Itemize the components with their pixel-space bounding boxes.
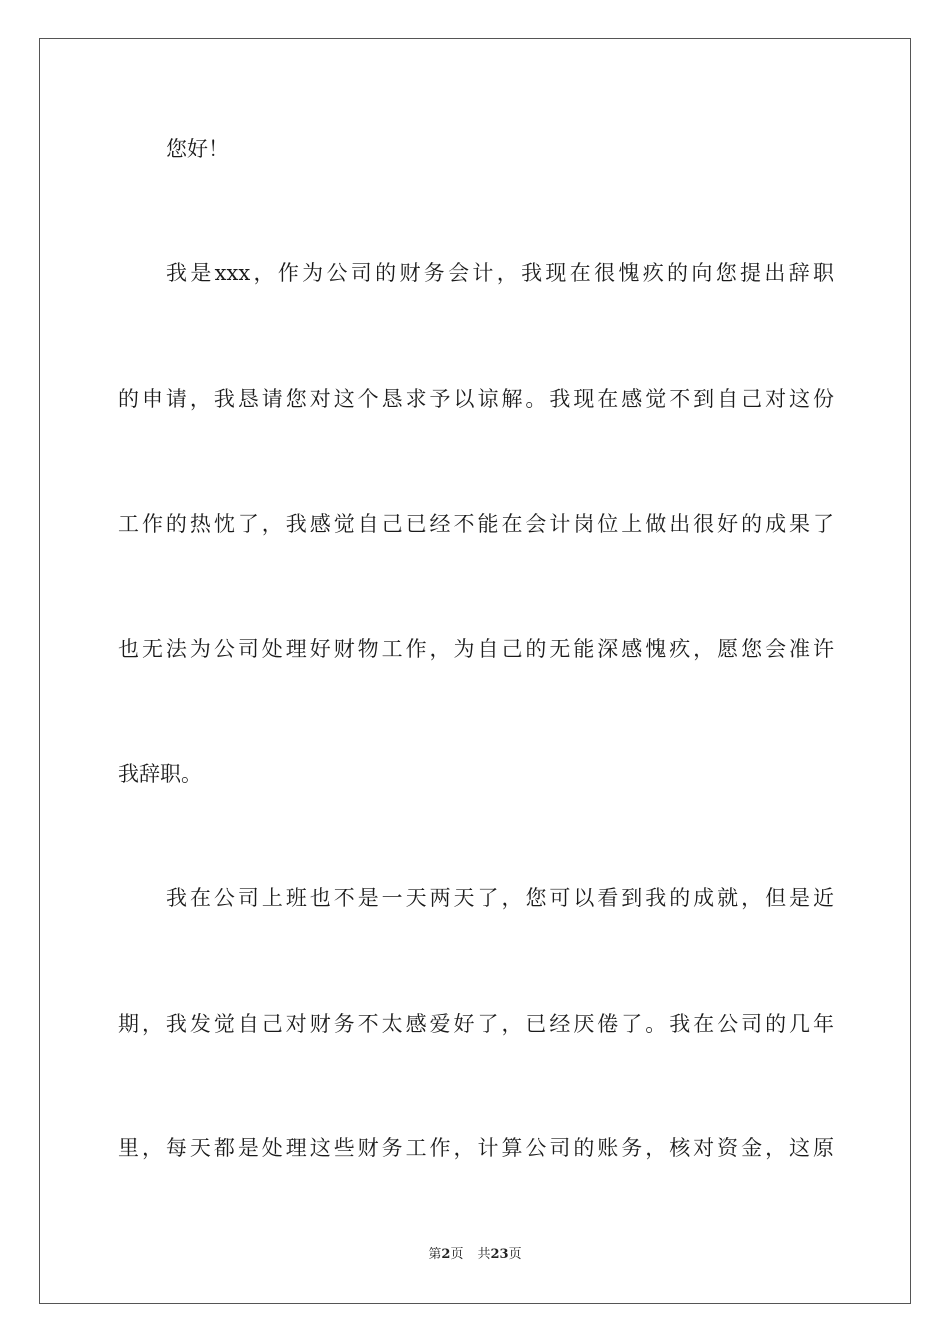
page-prefix: 第	[428, 1247, 442, 1262]
body-line-5: 我辞职。	[118, 762, 202, 786]
page-suffix: 页	[450, 1247, 464, 1262]
body-line-1: 我是xxx，作为公司的财务会计，我现在很愧疚的向您提出辞职	[166, 261, 834, 285]
body-line-7: 期，我发觉自己对财务不太感爱好了，已经厌倦了。我在公司的几年	[118, 1012, 834, 1036]
page-footer	[0, 1245, 950, 1265]
body-line-4: 也无法为公司处理好财物工作，为自己的无能深感愧疚，愿您会准许	[118, 637, 834, 661]
total-suffix: 页	[508, 1247, 522, 1262]
page-frame	[39, 38, 911, 1304]
body-line-6: 我在公司上班也不是一天两天了，您可以看到我的成就，但是近	[166, 886, 834, 910]
total-pages: 23	[490, 1247, 509, 1262]
page-number: 2	[441, 1247, 451, 1262]
total-prefix: 共	[477, 1247, 491, 1262]
body-line-8: 里，每天都是处理这些财务工作，计算公司的账务，核对资金，这原	[118, 1136, 834, 1160]
body-line-3: 工作的热忱了，我感觉自己已经不能在会计岗位上做出很好的成果了	[118, 512, 834, 536]
greeting-line: 您好！	[166, 137, 229, 161]
body-line-2: 的申请，我恳请您对这个恳求予以谅解。我现在感觉不到自己对这份	[118, 387, 834, 411]
